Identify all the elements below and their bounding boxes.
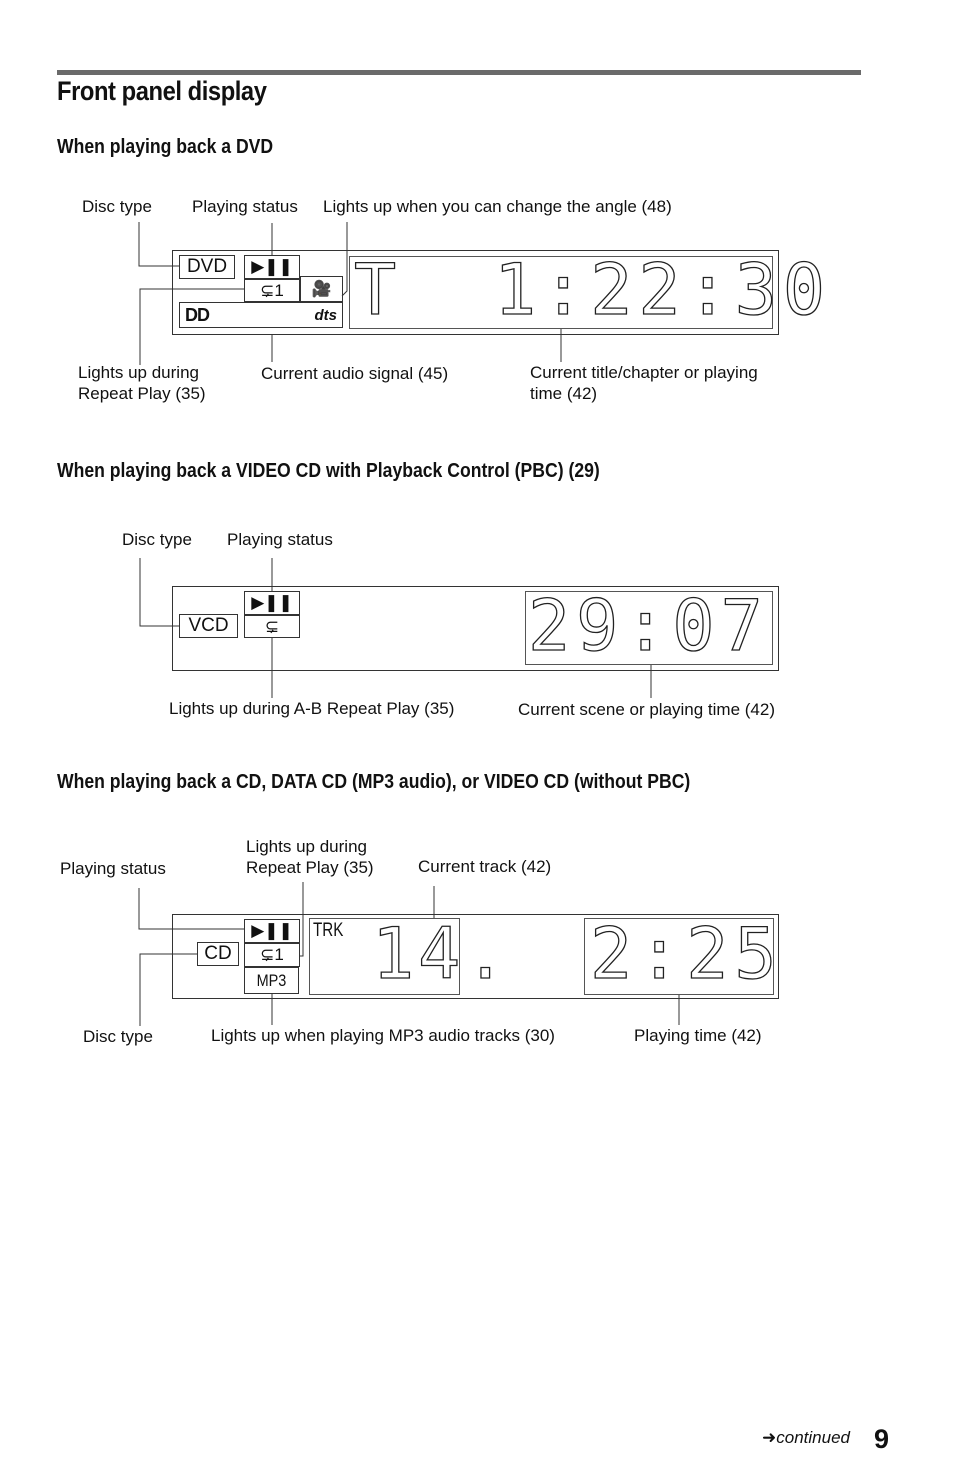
cd-time-readout: 2:25 <box>590 913 783 995</box>
page-title: Front panel display <box>57 76 267 106</box>
cd-heading: When playing back a CD, DATA CD (MP3 audio), or VIDEO CD (without PBC) <box>57 771 691 793</box>
cd-time-label: Playing time (42) <box>634 1026 762 1045</box>
cd-track-label: Current track (42) <box>418 857 552 876</box>
repeat-icon: ⊊1 <box>244 943 300 967</box>
cd-track-readout: 14. <box>372 913 511 995</box>
cd-disc-indicator: CD <box>197 942 239 966</box>
page-number: 9 <box>874 1424 890 1454</box>
mp3-label: MP3 <box>256 970 287 990</box>
play-pause-icon: ▶❚❚ <box>244 919 300 943</box>
dvd-repeat-label: Lights up during Repeat Play (35) <box>78 363 206 403</box>
dvd-title-prefix: T <box>354 249 401 331</box>
vcd-heading: When playing back a VIDEO CD with Playback Control (PBC) (29) <box>57 460 600 482</box>
dvd-time-readout: 1:22:30 <box>494 249 832 331</box>
vcd-playing-status-label: Playing status <box>227 530 333 549</box>
dvd-disc-indicator: DVD <box>179 255 235 279</box>
angle-camera-icon: 🎥 <box>300 276 343 302</box>
dts-icon: dts <box>314 306 337 324</box>
dvd-time-label: Current title/chapter or playing time (42) <box>530 363 758 403</box>
play-pause-icon: ▶❚❚ <box>244 255 300 279</box>
cd-playing-status-label: Playing status <box>60 859 166 878</box>
continued-note <box>762 1428 850 1448</box>
vcd-ab-repeat-label: Lights up during A-B Repeat Play (35) <box>169 699 455 718</box>
cd-disc-type-label: Disc type <box>83 1027 153 1046</box>
dvd-heading: When playing back a DVD <box>57 136 274 158</box>
dvd-playing-status-label: Playing status <box>192 197 298 216</box>
vcd-disc-type-label: Disc type <box>122 530 192 549</box>
cd-repeat-label: Lights up during Repeat Play (35) <box>246 837 374 877</box>
arrow-right-icon: ➜ <box>762 1428 777 1447</box>
repeat-icon: ⊊1 <box>244 279 300 302</box>
vcd-scene-label: Current scene or playing time (42) <box>518 700 776 719</box>
vcd-disc-indicator: VCD <box>179 614 238 638</box>
vcd-time-readout: 29:07 <box>528 585 769 667</box>
ab-repeat-icon: ⊊ <box>244 615 300 638</box>
dvd-angle-label: Lights up when you can change the angle (48) <box>323 197 672 216</box>
dolby-digital-icon: DD <box>185 304 209 325</box>
cd-mp3-label: Lights up when playing MP3 audio tracks (30) <box>211 1026 555 1045</box>
play-pause-icon: ▶❚❚ <box>244 591 300 615</box>
dvd-disc-type-label: Disc type <box>82 197 152 216</box>
trk-label: TRK <box>313 920 344 941</box>
dvd-audio-label: Current audio signal (45) <box>261 364 449 383</box>
continued-text: continued <box>776 1428 850 1447</box>
